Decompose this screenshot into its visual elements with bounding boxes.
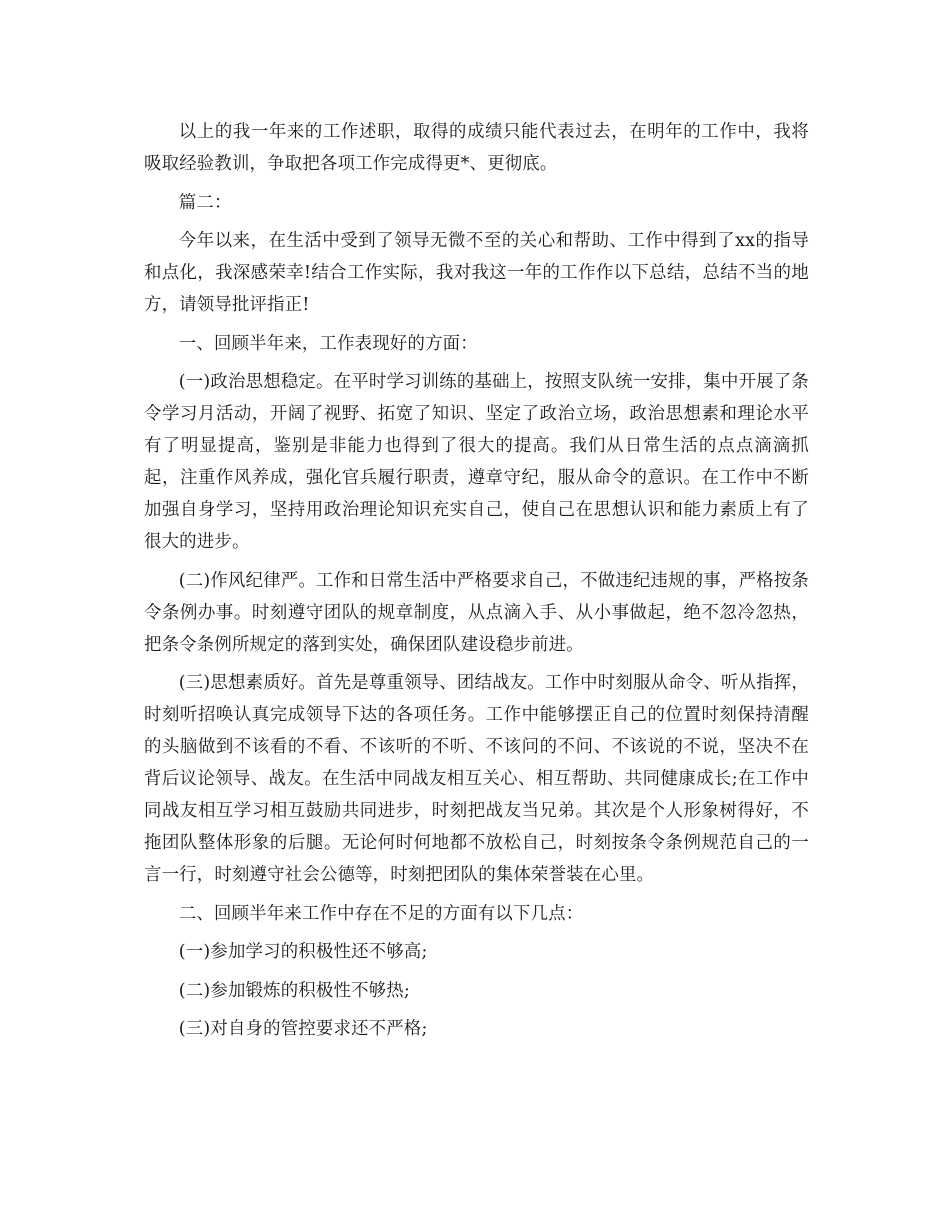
heading-strengths: 一、回顾半年来，工作表现好的方面：: [178, 333, 478, 354]
document-body: [144, 116, 809, 1052]
paragraph-discipline: (二)作风纪律严。工作和日常生活中严格要求自己，不做违纪违规的事，严格按条令条例办事。时刻遵守团队的规章制度，从点滴入手、从小事做起，绝不忽冷忽热，把条令条例所规定的落到实处，确保团队建设稳步前进。: [144, 570, 809, 655]
paragraph-closing-summary: 以上的我一年来的工作述职，取得的成绩只能代表过去，在明年的工作中，我将吸取经验教训，争取把各项工作完成得更*、更彻底。: [144, 122, 809, 174]
list-item-shortcoming-3: (三)对自身的管控要求还不严格;: [178, 1019, 428, 1039]
paragraph-political-thought: (一)政治思想稳定。在平时学习训练的基础上，按照支队统一安排，集中开展了条令学习月活动，开阔了视野、拓宽了知识、坚定了政治立场，政治思想素和理论水平有了明显提高，鉴别是非能力也得到了很大的提高。我们从日常生活的点点滴滴抓起，注重作风养成，强化官兵履行职责，遵章守纪，服从命令的意识。在工作中不断加强自身学习，坚持用政治理论知识充实自己，使自己在思想认识和能力素质上有了很大的进步。: [144, 372, 809, 552]
heading-shortcomings: 二、回顾半年来工作中存在不足的方面有以下几点：: [178, 903, 584, 924]
section-heading-part-two: 篇二：: [178, 192, 232, 213]
list-item-shortcoming-1: (一)参加学习的积极性还不够高;: [178, 942, 428, 962]
paragraph-ideological-quality: (三)思想素质好。首先是尊重领导、团结战友。工作中时刻服从命令、听从指挥，时刻听招唤认真完成领导下达的各项任务。工作中能够摆正自己的位置时刻保持清醒的头脑做到不该看的不看、不该听的不听、不该问的不问、不该说的不说，坚决不在背后议论领导、战友。在生活中同战友相互关心、相互帮助、共同健康成长;在工作中同战友相互学习相互鼓励共同进步，时刻把战友当兄弟。其次是个人形象树得好，不拖团队整体形象的后腿。无论何时何地都不放松自己，时刻按条令条例规范自己的一言一行，时刻遵守社会公德等，时刻把团队的集体荣誉装在心里。: [144, 673, 809, 885]
list-item-shortcoming-2: (二)参加锻炼的积极性不够热;: [178, 980, 410, 1001]
paragraph-introduction: 今年以来，在生活中受到了领导无微不至的关心和帮助、工作中得到了xx的指导和点化，我深感荣幸!结合工作实际，我对我这一年的工作作以下总结，总结不当的地方，请领导批评指正!: [144, 231, 809, 315]
